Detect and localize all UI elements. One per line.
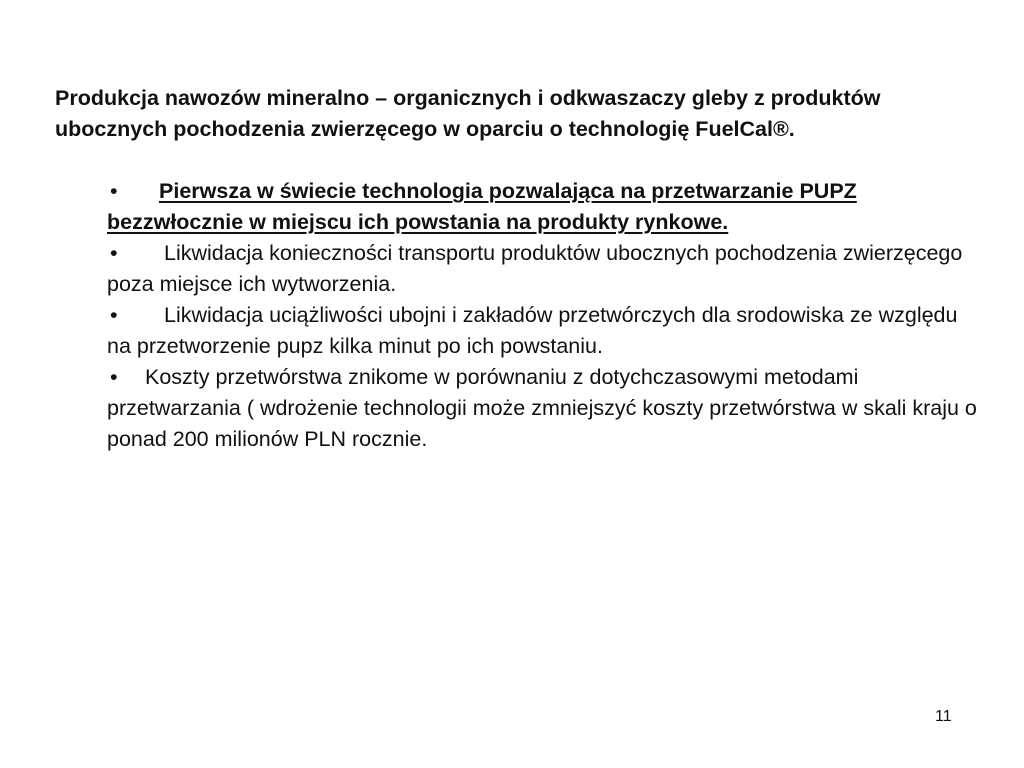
- page-number: 11: [935, 708, 952, 725]
- bullet-item: [107, 238, 987, 300]
- bullet-dot-icon: •: [110, 303, 118, 327]
- bullet-list: [107, 176, 987, 455]
- bullet-dot-icon: •: [110, 365, 118, 389]
- bullet-item: [107, 176, 987, 238]
- bullet-item: [107, 362, 987, 455]
- bullet-dot-icon: •: [110, 241, 118, 265]
- bullet-item: [107, 300, 987, 362]
- bullet-dot-icon: •: [110, 179, 118, 203]
- bullet-text: Likwidacja uciążliwości ubojni i zakładów przetwórczych dla srodowiska ze względu na przetworzenie pupz kilka minut po ich powstaniu.: [107, 303, 958, 358]
- bullet-text: Koszty przetwórstwa znikome w porównaniu z dotychczasowymi metodami przetwarzania ( wdrożenie technologii może zmniejszyć koszty przetwórstwa w skali kraju o ponad 200 milionów PLN rocznie.: [107, 365, 977, 451]
- bullet-text: Likwidacja konieczności transportu produktów ubocznych pochodzenia zwierzęcego poza miejsce ich wytworzenia.: [107, 241, 963, 296]
- bullet-text: Pierwsza w świecie technologia pozwalająca na przetwarzanie PUPZ bezzwłocznie w miejscu ich powstania na produkty rynkowe.: [107, 179, 857, 234]
- intro-heading: Produkcja nawozów mineralno – organicznych i odkwaszaczy gleby z produktów ubocznych pochodzenia zwierzęcego w oparciu o technologię FuelCal®.: [55, 86, 881, 141]
